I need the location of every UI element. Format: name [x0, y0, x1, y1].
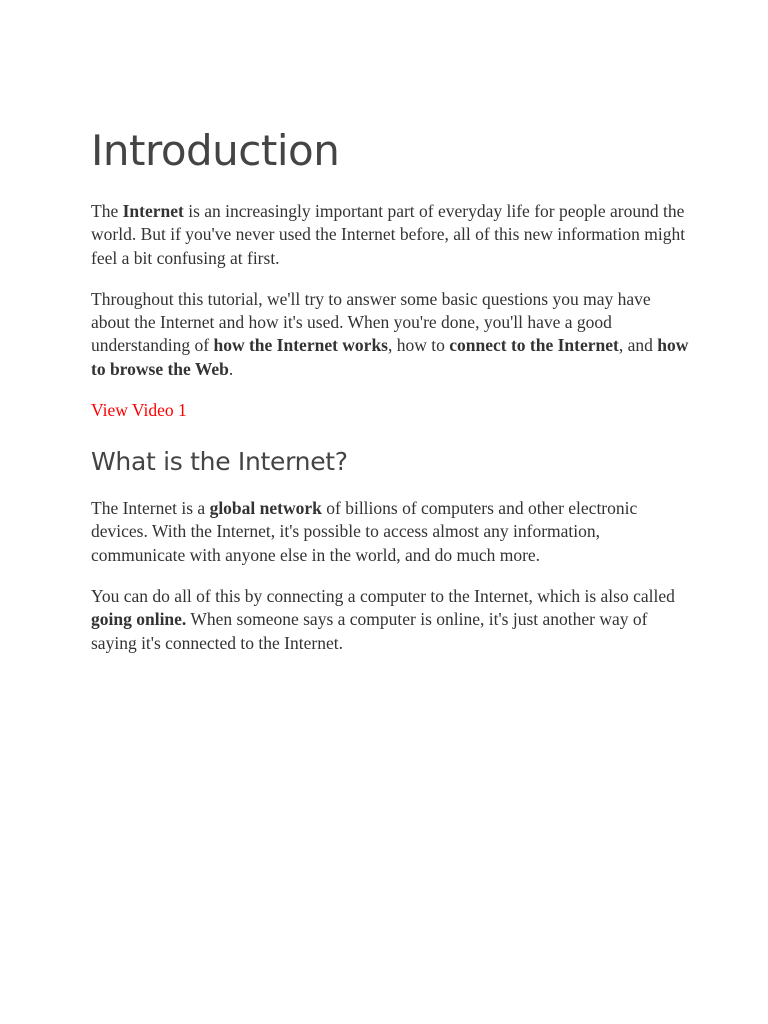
- intro-paragraph-2: [91, 288, 691, 381]
- text-run: is an increasingly important part of everyday life for people around the world. But if you've never used the Internet before, all of this new information might feel a bit confusing at first.: [91, 201, 686, 268]
- page-title: Introduction: [91, 126, 340, 175]
- intro-paragraph-1: [91, 200, 691, 270]
- section-paragraph-2: [91, 585, 691, 655]
- bold-term-going-online: going online.: [91, 609, 187, 630]
- bold-term-global-network: global network: [209, 498, 322, 519]
- section-heading: What is the Internet?: [91, 447, 348, 477]
- bold-term-connect-to-internet: connect to the Internet: [449, 335, 619, 356]
- text-run: The Internet is a: [91, 498, 210, 519]
- text-run: When someone says a computer is online, it's just another way of saying it's connected to the Internet.: [91, 609, 648, 653]
- document-page: [91, 120, 691, 673]
- bold-term-how-internet-works: how the Internet works: [213, 335, 388, 356]
- section-paragraph-1: [91, 497, 691, 567]
- text-run: You can do all of this by connecting a computer to the Internet, which is also called: [91, 585, 675, 606]
- text-run: of billions of computers and other electronic devices. With the Internet, it's possible to access almost any information, communicate with anyone else in the world, and do much more.: [91, 498, 638, 565]
- view-video-link[interactable]: View Video 1: [91, 400, 187, 421]
- bold-term-browse-web: how to browse the Web: [91, 335, 689, 379]
- text-run: Throughout this tutorial, we'll try to answer some basic questions you may have about the Internet and how it's used. When you're done, you'll have a good understanding of: [91, 288, 651, 356]
- bold-term-internet: Internet: [122, 201, 184, 221]
- text-run: .: [228, 358, 234, 379]
- text-run: The: [91, 201, 123, 221]
- text-run: , how to: [388, 335, 450, 356]
- text-run: , and: [618, 335, 658, 356]
